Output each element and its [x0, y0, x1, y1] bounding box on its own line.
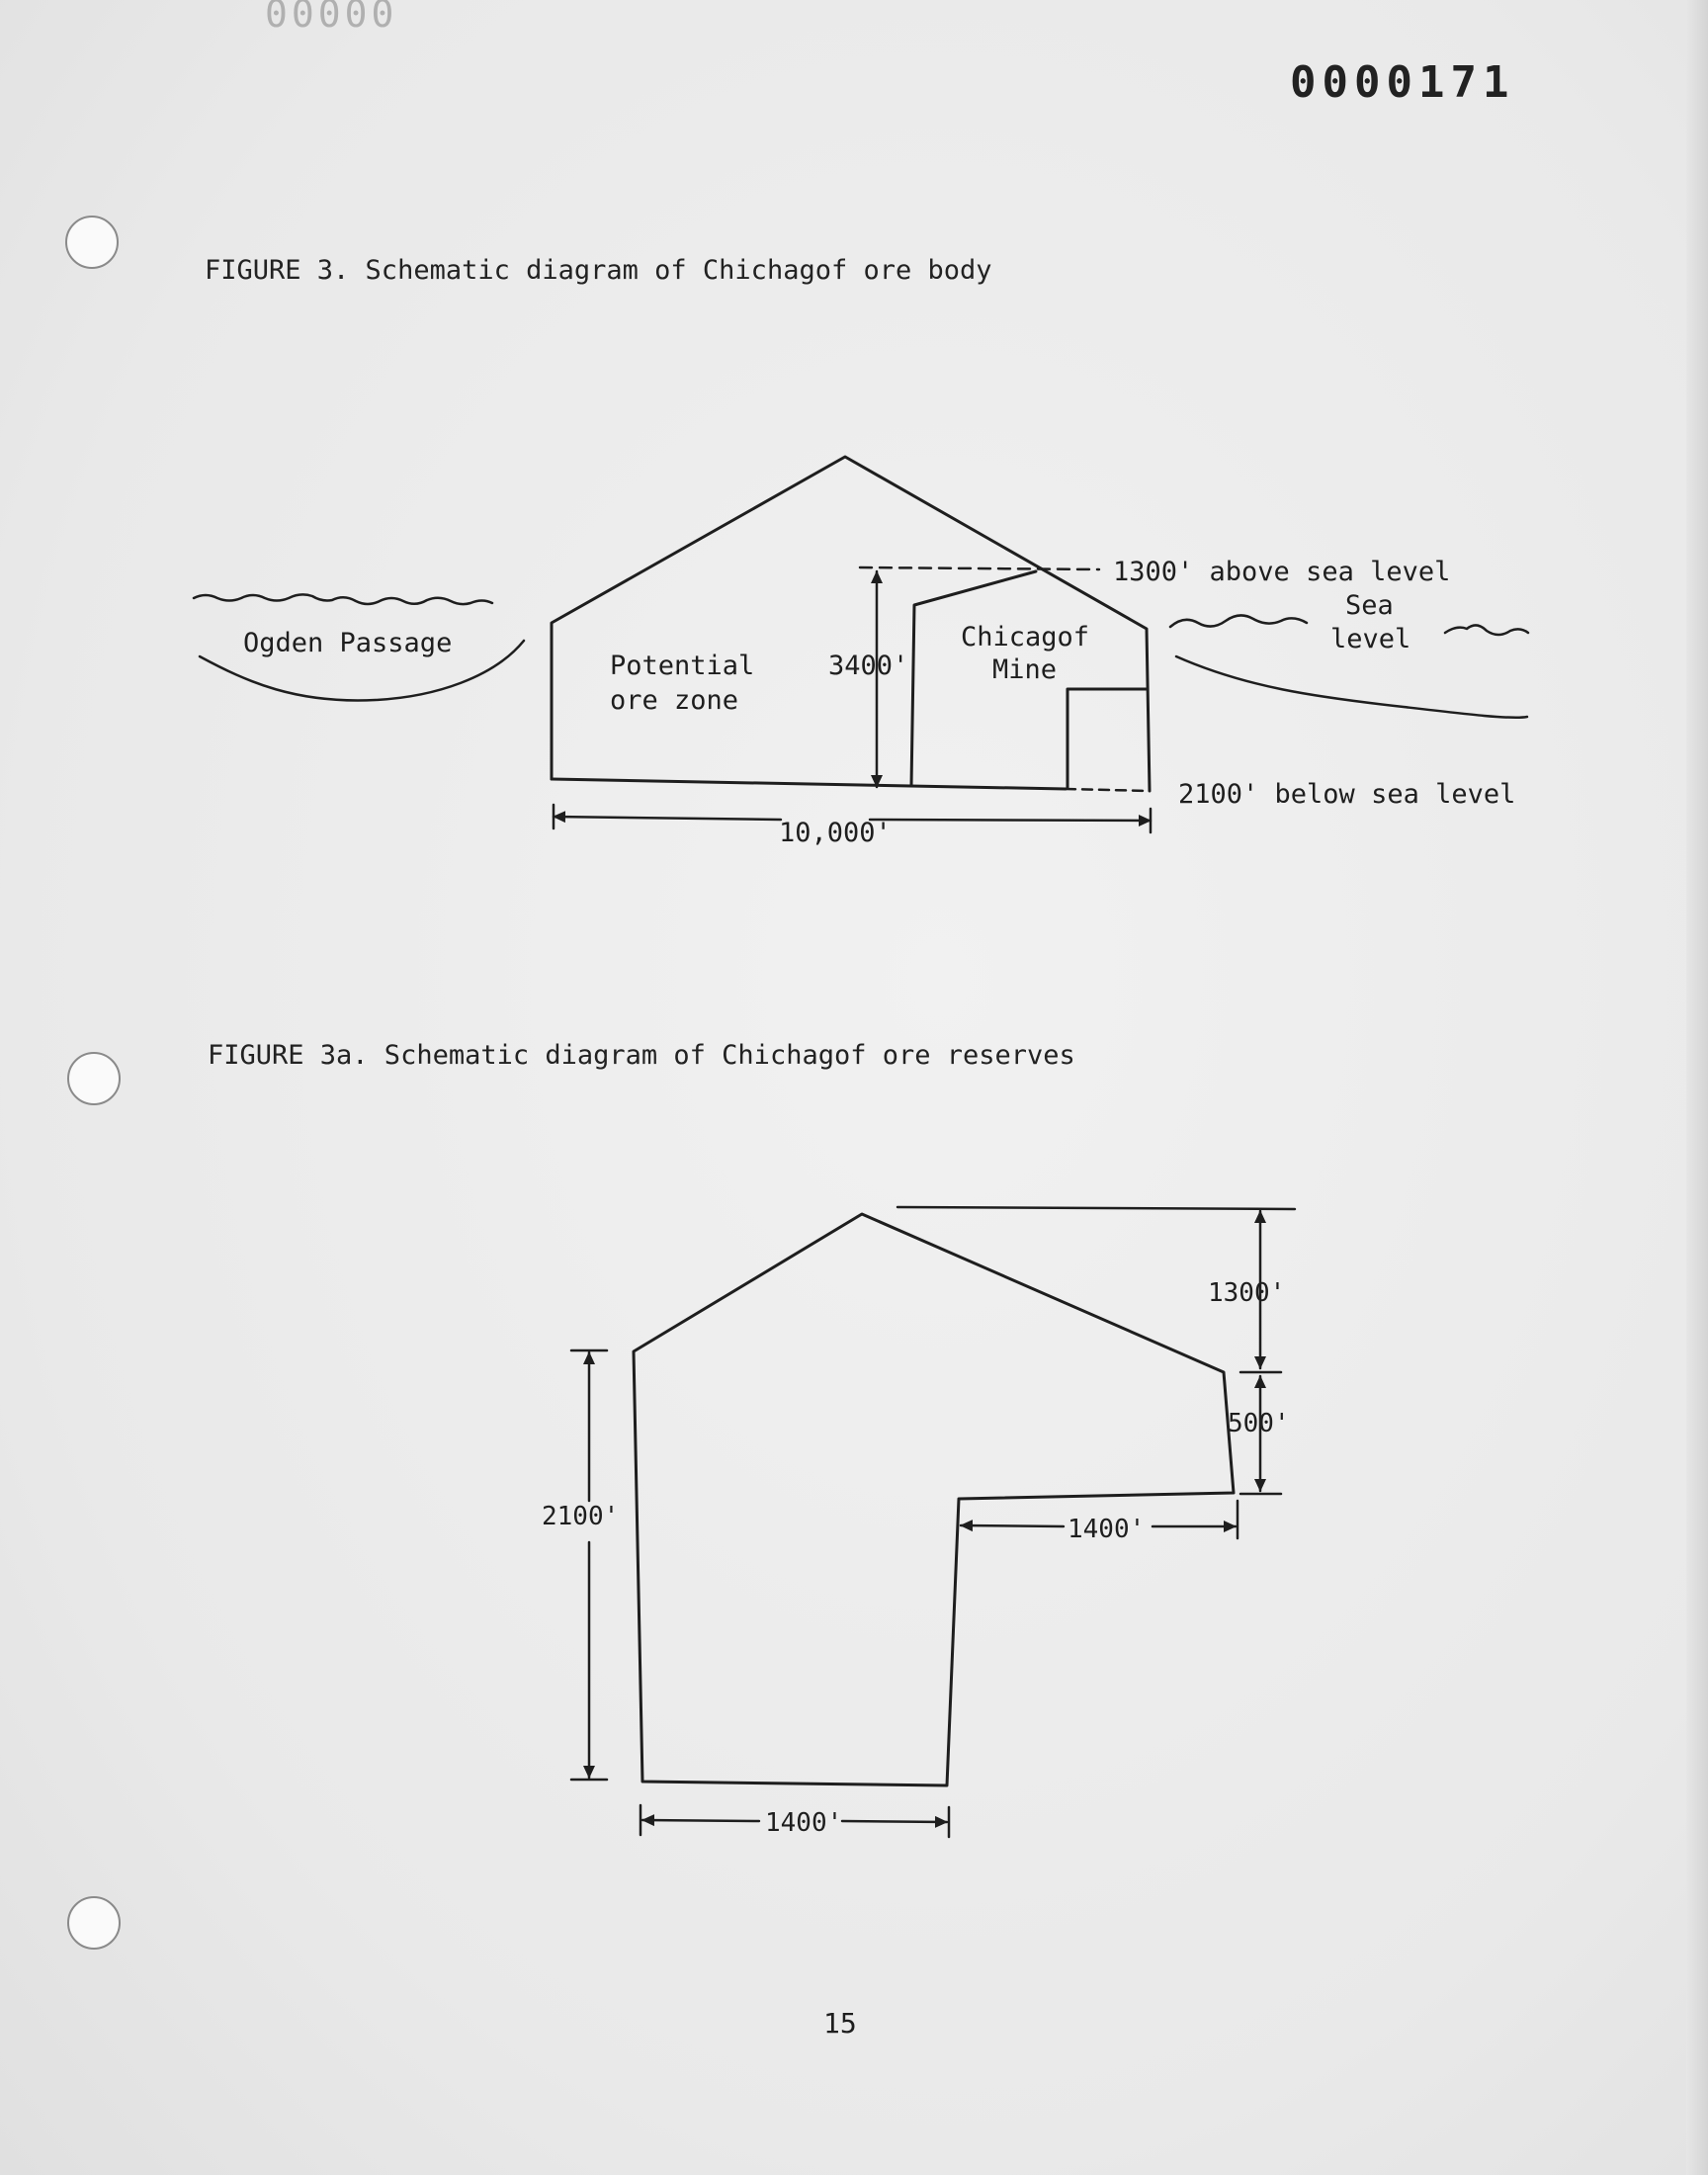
figure-3a-diagram: [571, 1207, 1295, 1837]
sea-shoreline: [1176, 656, 1527, 718]
figure-3-caption: FIGURE 3. Schematic diagram of Chichagof ore body: [205, 255, 992, 286]
label-ogden-passage: Ogden Passage: [243, 628, 453, 658]
sea-water-waves-left: [1170, 615, 1307, 627]
faint-stamp-number: 00000: [265, 0, 398, 36]
label-mine-line1: Chicagof: [961, 622, 1090, 652]
figure-3a-labels: [542, 1278, 1290, 1838]
label-2100: 2100': [542, 1502, 620, 1531]
mine-workings: [1068, 689, 1147, 788]
page-number: 15: [823, 2007, 857, 2040]
label-potential-line2: ore zone: [610, 685, 739, 716]
top-reference-line: [897, 1207, 1295, 1209]
sea-water-waves-right: [1445, 625, 1528, 635]
label-bottom-1400: 1400': [765, 1808, 843, 1838]
label-height-3400: 3400': [828, 651, 909, 681]
label-potential-line1: Potential: [610, 651, 755, 681]
label-step-1400: 1400': [1068, 1515, 1146, 1544]
label-width-10000: 10,000': [779, 818, 892, 848]
width-dimension-left-arm: [554, 817, 781, 820]
figure-3a-caption: FIGURE 3a. Schematic diagram of Chichagof ore reserves: [208, 1040, 1075, 1071]
dimension-bottom-left-arm: [642, 1820, 759, 1821]
label-above-sea-level: 1300' above sea level: [1113, 557, 1451, 587]
width-dimension-right-arm: [870, 820, 1151, 821]
label-mine-line2: Mine: [992, 654, 1058, 685]
dimension-bottom-right-arm: [842, 1821, 947, 1822]
label-1300: 1300': [1208, 1278, 1286, 1308]
label-500: 500': [1228, 1409, 1290, 1438]
ogden-water-waves: [194, 594, 492, 604]
label-sea-line2: level: [1330, 624, 1411, 654]
label-sea-line1: Sea: [1345, 590, 1394, 621]
document-number: 0000171: [1290, 57, 1515, 108]
label-below-sea-level: 2100' below sea level: [1178, 779, 1516, 810]
figure-3-labels: [243, 557, 1515, 848]
above-sea-dashed-line: [860, 567, 1099, 569]
reserves-outline: [634, 1214, 1234, 1785]
ore-body-base: [552, 779, 1066, 789]
ore-body-base-dashed: [1066, 789, 1150, 791]
dimension-step-left-arm: [961, 1525, 1064, 1526]
